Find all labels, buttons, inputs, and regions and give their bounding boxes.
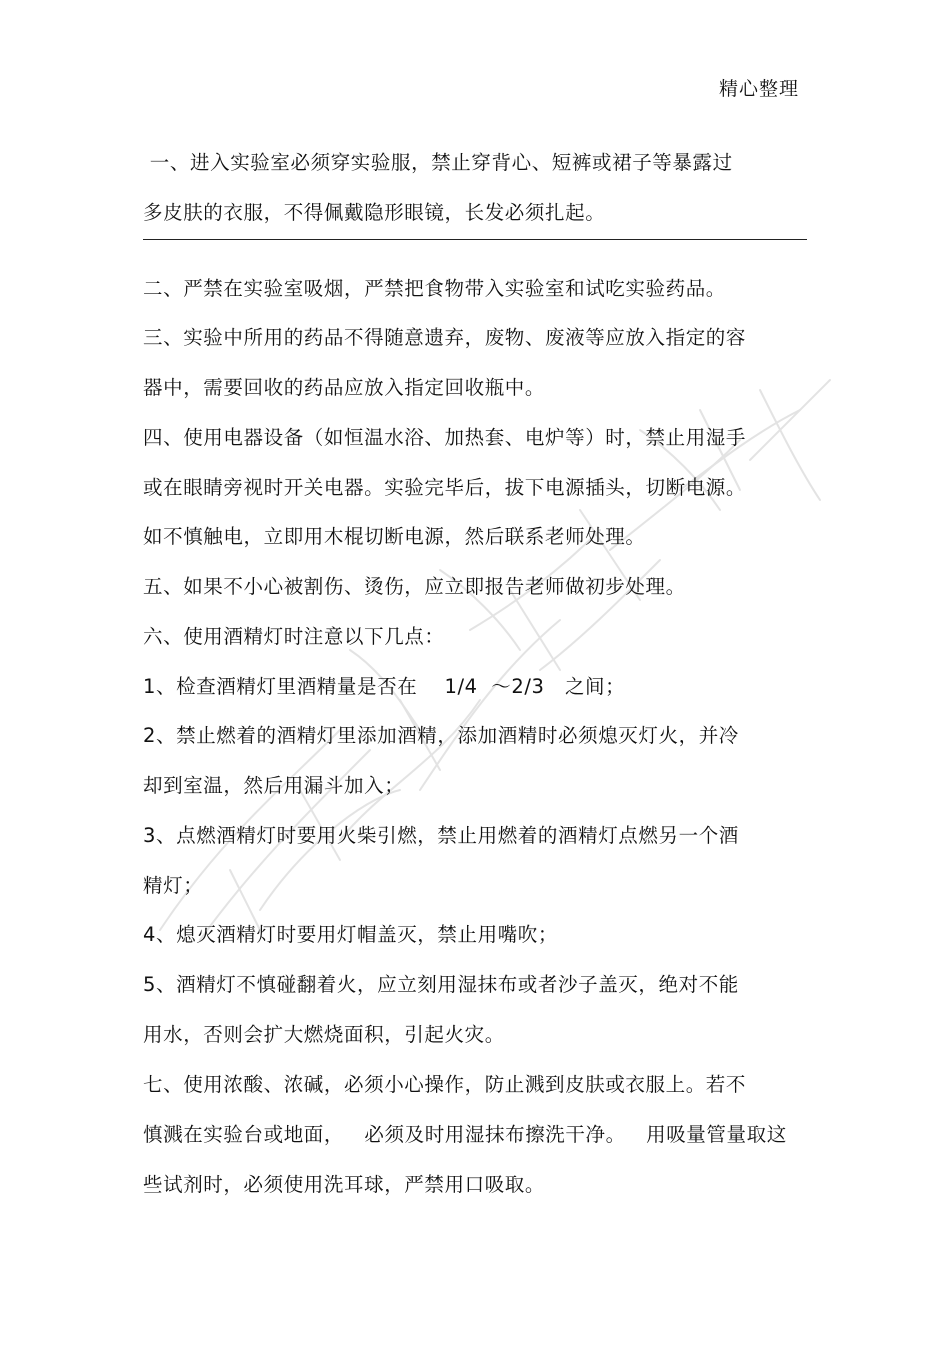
body-line-8: 如不慎触电，立即用木棍切断电源，然后联系老师处理。 xyxy=(143,525,646,548)
body-line-17: 5、酒精灯不慎碰翻着火，应立刻用湿抹布或者沙子盖灭，绝对不能 xyxy=(143,973,739,996)
body-line-10: 六、使用酒精灯时注意以下几点： xyxy=(143,625,445,648)
body-line-13: 却到室温，然后用漏斗加入； xyxy=(143,774,405,797)
body-line-2: 多皮肤的衣服，不得佩戴隐形眼镜，长发必须扎起。 xyxy=(143,201,606,224)
body-line-11: 1、检查酒精灯里酒精量是否在 1/4 ～2/3 之间； xyxy=(143,675,626,698)
section-divider xyxy=(143,239,807,240)
body-line-1: 一、进入实验室必须穿实验服，禁止穿背心、短裤或裙子等暴露过 xyxy=(143,151,733,174)
body-line-14: 3、点燃酒精灯时要用火柴引燃，禁止用燃着的酒精灯点燃另一个酒 xyxy=(143,824,739,847)
body-line-3: 二、严禁在实验室吸烟，严禁把食物带入实验室和试吃实验药品。 xyxy=(143,277,726,300)
body-line-20: 慎溅在实验台或地面， 必须及时用湿抹布擦洗干净。 用吸量管量取这 xyxy=(143,1123,787,1146)
body-line-19: 七、使用浓酸、浓碱，必须小心操作，防止溅到皮肤或衣服上。若不 xyxy=(143,1073,747,1096)
body-line-21: 些试剂时，必须使用洗耳球，严禁用口吸取。 xyxy=(143,1173,546,1196)
body-line-9: 五、如果不小心被割伤、烫伤，应立即报告老师做初步处理。 xyxy=(143,575,686,598)
body-line-7: 或在眼睛旁视时开关电器。实验完毕后，拔下电源插头，切断电源。 xyxy=(143,476,747,499)
body-line-5: 器中，需要回收的药品应放入指定回收瓶中。 xyxy=(143,376,546,399)
body-line-4: 三、实验中所用的药品不得随意遗弃，废物、废液等应放入指定的容 xyxy=(143,326,747,349)
header-note: 精心整理 xyxy=(719,78,800,100)
body-line-18: 用水，否则会扩大燃烧面积，引起火灾。 xyxy=(143,1023,505,1046)
body-line-15: 精灯； xyxy=(143,874,204,897)
body-line-16: 4、熄灭酒精灯时要用灯帽盖灭，禁止用嘴吹； xyxy=(143,923,559,946)
watermark-scribble xyxy=(140,370,860,950)
body-line-12: 2、禁止燃着的酒精灯里添加酒精，添加酒精时必须熄灭灯火，并冷 xyxy=(143,724,739,747)
body-line-6: 四、使用电器设备（如恒温水浴、加热套、电炉等）时，禁止用湿手 xyxy=(143,426,747,449)
